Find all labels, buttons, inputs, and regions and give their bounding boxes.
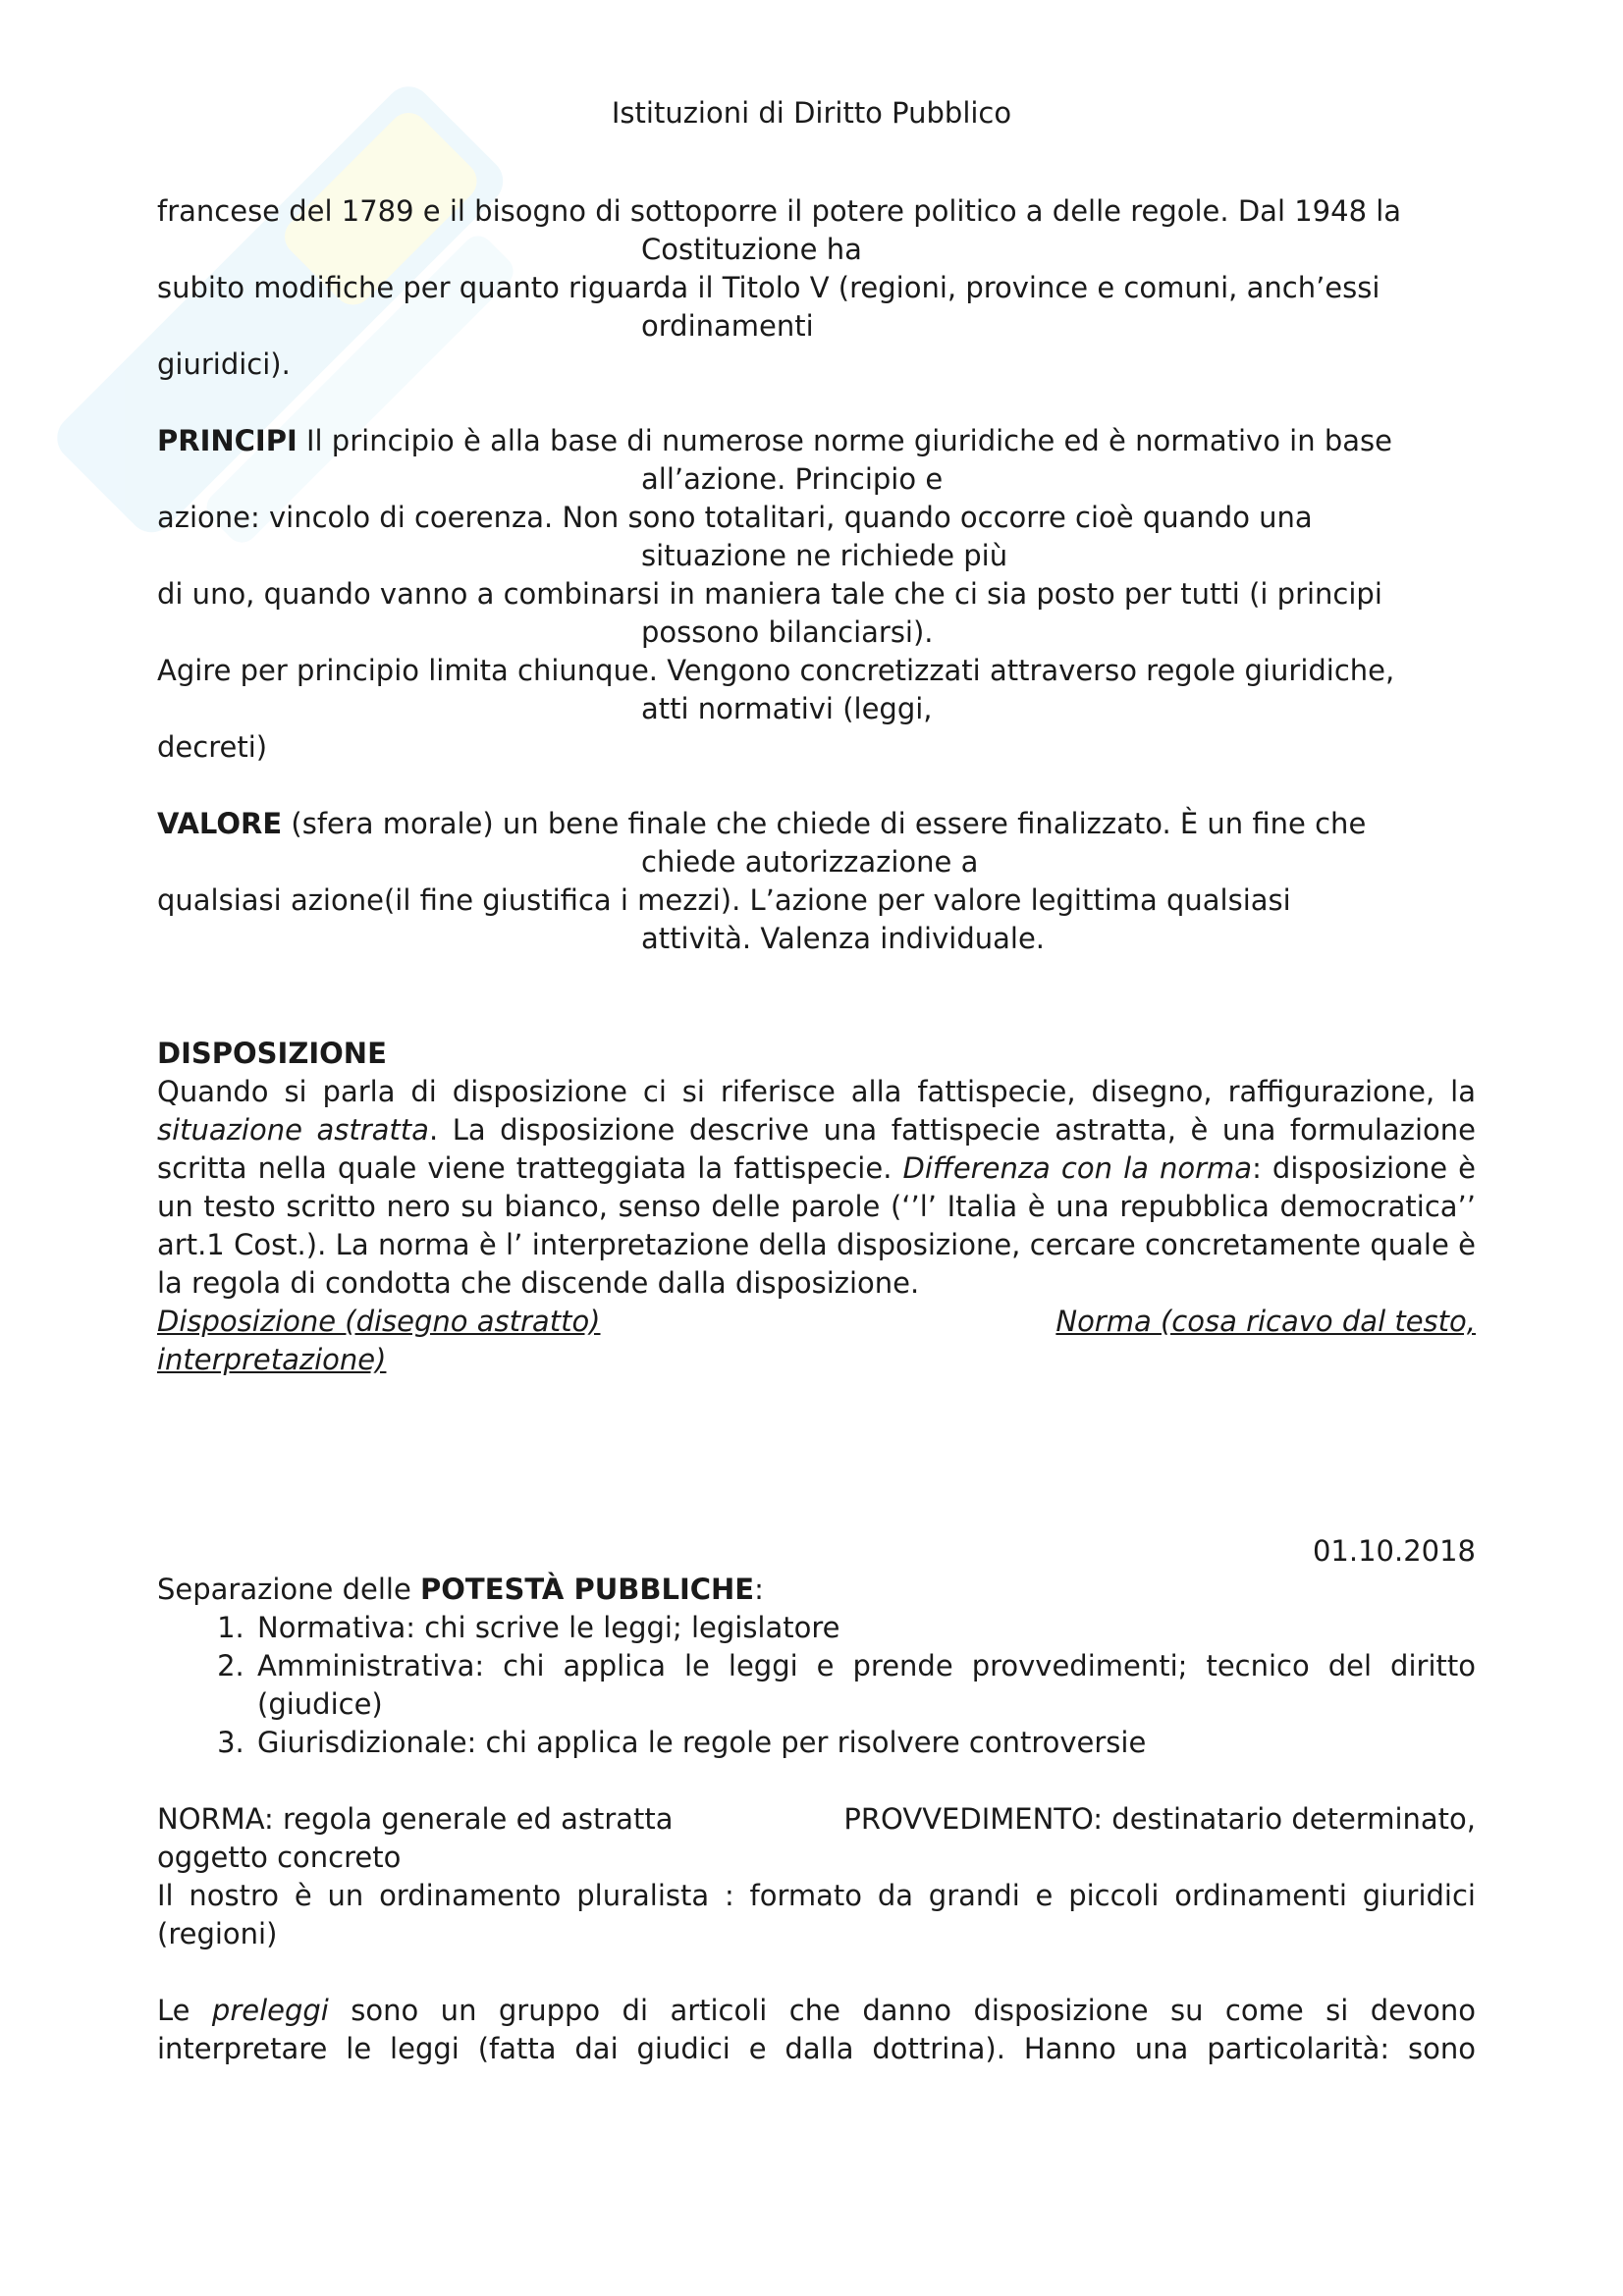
intro-line-1-wrap: Costituzione ha	[641, 233, 862, 266]
disposizione-label: Disposizione (disegno astratto)	[157, 1305, 601, 1338]
page-header-title: Istituzioni di Diritto Pubblico	[611, 96, 1012, 130]
list-item: 1. Normativa: chi scrive le leggi; legislatore	[253, 1609, 1476, 1647]
provvedimento-definition: PROVVEDIMENTO: destinatario determinato,	[843, 1802, 1476, 1836]
list-item: 2. Amministrativa: chi applica le leggi e prende provvedimenti; tecnico del diritto (giudice)	[253, 1647, 1476, 1724]
valore-line-2: qualsiasi azione(il fine giustifica i mezzi). L’azione per valore legittima qualsiasi	[157, 883, 1291, 917]
principi-line-5: decreti)	[157, 730, 268, 764]
disposizione-heading: DISPOSIZIONE	[157, 1037, 387, 1070]
valore-line-2-wrap: attività. Valenza individuale.	[641, 922, 1046, 955]
intro-line-2-wrap: ordinamenti	[641, 309, 814, 343]
valore-line-1-wrap: chiede autorizzazione a	[641, 845, 979, 879]
pluralista-paragraph: Il nostro è un ordinamento pluralista : formato da grandi e piccoli ordinamenti giuridici (regioni)	[157, 1879, 1476, 1950]
potesta-list	[157, 1609, 1476, 1762]
intro-line-2: subito modifiche per quanto riguarda il Titolo V (regioni, province e comuni, anch’essi	[157, 271, 1380, 304]
date-stamp: 01.10.2018	[1312, 1534, 1476, 1568]
preleggi-paragraph: Le preleggi sono un gruppo di articoli che danno disposizione su come si devono interpretare le leggi (fatta dai giudici e dalla dottrina). Hanno una particolarità: sono	[157, 1994, 1476, 2065]
principi-line-4-wrap: atti normativi (leggi,	[641, 692, 933, 725]
principi-heading: PRINCIPI	[157, 424, 298, 457]
principi-line-2-wrap: situazione ne richiede più	[641, 539, 1008, 572]
disposizione-norma-row	[157, 1303, 1476, 1341]
document-body	[157, 192, 1476, 2068]
principi-line-1-wrap: all’azione. Principio e	[641, 462, 944, 496]
principi-line-3: di uno, quando vanno a combinarsi in maniera tale che ci sia posto per tutti (i principi	[157, 577, 1382, 611]
intro-line-1: francese del 1789 e il bisogno di sottoporre il potere politico a delle regole. Dal 1948 la	[157, 194, 1402, 228]
principi-line-2: azione: vincolo di coerenza. Non sono totalitari, quando occorre cioè quando una	[157, 501, 1313, 534]
principi-line-3-wrap: possono bilanciarsi).	[641, 615, 934, 649]
valore-heading: VALORE	[157, 807, 283, 840]
norma-label-cont: interpretazione)	[157, 1343, 387, 1376]
principi-line-1: PRINCIPI Il principio è alla base di numerose norme giuridiche ed è normativo in base	[157, 424, 1392, 457]
intro-line-3: giuridici).	[157, 347, 291, 381]
norma-provvedimento-row	[157, 1800, 1476, 1839]
valore-line-1: VALORE (sfera morale) un bene finale che chiede di essere finalizzato. È un fine che	[157, 807, 1367, 840]
principi-line-4: Agire per principio limita chiunque. Vengono concretizzati attraverso regole giuridiche,	[157, 654, 1395, 687]
disposizione-paragraph: Quando si parla di disposizione ci si riferisce alla fattispecie, disegno, raffigurazione, la situazione astratta. La disposizione descrive una fattispecie astratta, è una formulazione scritta nella quale viene tratteggiata la fattispecie. Differenza con la norma: disposizione è un testo scritto nero su bianco, senso delle parole (‘’l’ Italia è una repubblica democratica’’ art.1 Cost.). La norma è l’ interpretazione della disposizione, cercare concretamente quale è la regola di condotta che discende dalla disposizione.	[157, 1075, 1476, 1300]
list-item: 3. Giurisdizionale: chi applica le regole per risolvere controversie	[253, 1724, 1476, 1762]
norma-definition: NORMA: regola generale ed astratta	[157, 1802, 674, 1836]
potesta-intro: Separazione delle POTESTÀ PUBBLICHE:	[157, 1573, 764, 1606]
provvedimento-cont: oggetto concreto	[157, 1841, 402, 1874]
norma-label: Norma (cosa ricavo dal testo,	[1055, 1305, 1476, 1338]
